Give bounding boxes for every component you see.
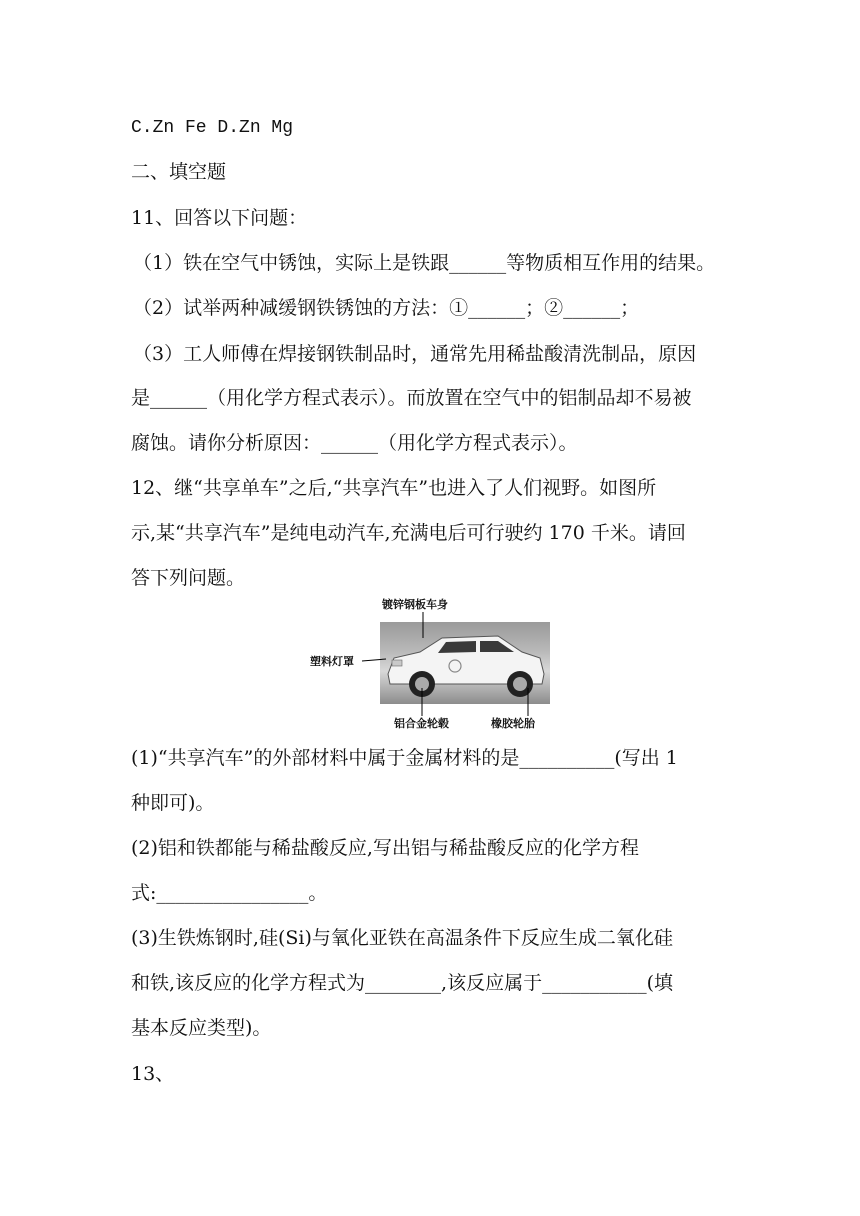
section-heading: 二、填空题 (131, 161, 227, 183)
figure-leader-lines (310, 596, 560, 732)
question-12-part-2-line-1: (2)铝和铁都能与稀盐酸反应,写出铝与稀盐酸反应的化学方程 (131, 837, 639, 859)
question-12-line-1: 12、继“共享单车”之后,“共享汽车”也进入了人们视野。如图所 (131, 477, 657, 499)
question-11-part-3-line-1: （3）工人师傅在焊接钢铁制品时，通常先用稀盐酸清洗制品，原因 (133, 343, 697, 365)
option-line-cd: C.Zn Fe D.Zn Mg (131, 118, 294, 138)
question-12-part-3-line-1: (3)生铁炼钢时,硅(Si)与氧化亚铁在高温条件下反应生成二氧化硅 (131, 927, 673, 949)
question-12-part-2-line-2: 式:________________。 (131, 882, 328, 904)
question-12-line-2: 示,某“共享汽车”是纯电动汽车,充满电后可行驶约 170 千米。请回 (131, 522, 686, 544)
label-wheel: 铝合金轮毂 (394, 717, 449, 730)
question-11-part-3-line-2: 是______（用化学方程式表示）。而放置在空气中的铝制品却不易被 (131, 387, 692, 409)
question-12-line-3: 答下列问题。 (131, 567, 246, 589)
label-body: 镀锌钢板车身 (382, 598, 448, 611)
label-lamp: 塑料灯罩 (310, 655, 354, 668)
label-tire: 橡胶轮胎 (491, 717, 535, 730)
question-12-part-3-line-2: 和铁,该反应的化学方程式为________,该反应属于___________(填 (131, 972, 673, 994)
shared-car-figure (310, 596, 560, 732)
question-11-part-1: （1）铁在空气中锈蚀，实际上是铁跟______等物质相互作用的结果。 (133, 252, 716, 274)
question-11-title: 11、回答以下问题： (131, 207, 308, 229)
question-12-part-1-line-1: (1)“共享汽车”的外部材料中属于金属材料的是__________(写出 1 (131, 747, 678, 769)
question-12-part-3-line-3: 基本反应类型)。 (131, 1017, 272, 1039)
question-11-part-2: （2）试举两种减缓钢铁锈蚀的方法：①______；②______； (133, 297, 640, 319)
question-12-part-1-line-2: 种即可)。 (131, 792, 215, 814)
question-13-title: 13、 (131, 1063, 175, 1085)
question-11-part-3-line-3: 腐蚀。请你分析原因：______（用化学方程式表示）。 (131, 432, 578, 454)
